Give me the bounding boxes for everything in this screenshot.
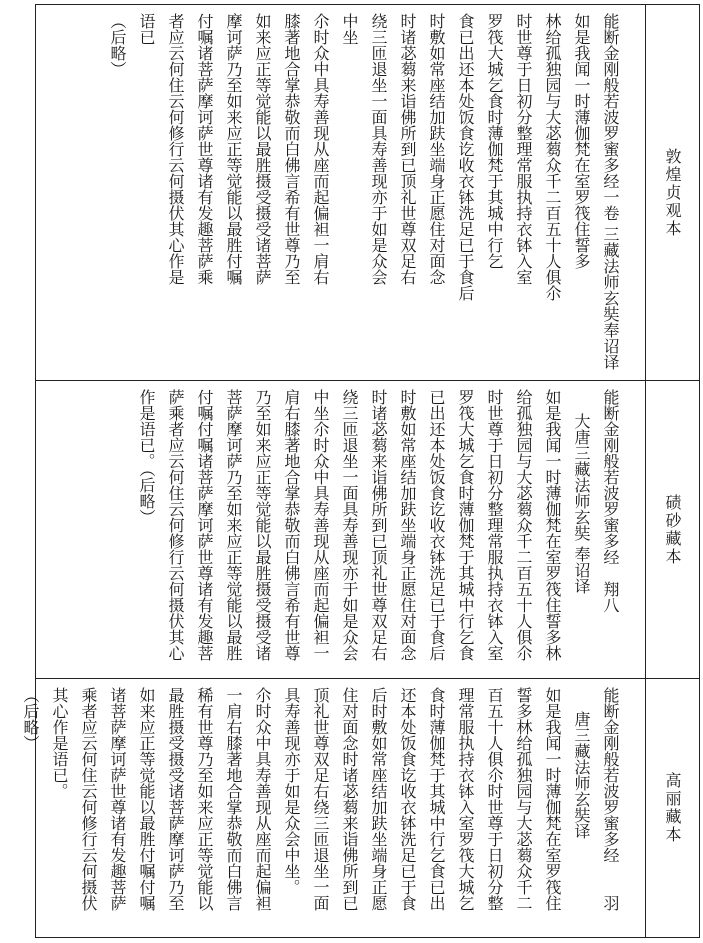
- text-line: 能断金刚般若波罗蜜多经 翔八: [601, 389, 620, 613]
- row-label-cell: [645, 679, 699, 937]
- text-line: 乘者应云何住云何修行云何摄伏: [79, 687, 98, 911]
- text-line: 唐三藏法师玄奘译: [572, 711, 591, 839]
- text-line: 尒时众中具寿善现从座而起偏袒: [253, 687, 272, 911]
- row-label: 高丽藏本: [663, 772, 682, 844]
- text-line: 时敷如常座结加趺坐端身正愿住对面念: [427, 13, 446, 285]
- sutra-text: [21, 687, 625, 929]
- text-line: 时诸苾蒭来诣佛所到已顶礼世尊双足右: [398, 13, 417, 285]
- text-line: 能断金刚般若波罗蜜多经一卷 三藏法师玄奘奉诏译: [601, 13, 620, 371]
- row-text-cell: [36, 381, 645, 678]
- sutra-text: [44, 389, 625, 670]
- text-line: 还本处饭食讫收衣钵洗足已于食: [398, 687, 417, 911]
- text-line: 罗筏大城乞食时薄伽梵于其城中行乞食: [456, 389, 475, 661]
- text-line: 时敷如常座结加趺坐端身正愿住对面念: [398, 389, 417, 661]
- text-line: 住对面念时诸苾蒭来诣佛所到已: [340, 687, 359, 911]
- text-line: 绕三匝退坐一面具寿善现亦于如是众会: [340, 389, 359, 661]
- text-line: 时世尊于日初分整理常服执持衣钵入室: [485, 389, 504, 661]
- text-line: 能断金刚般若波罗蜜多经 羽: [601, 687, 620, 911]
- row-label-cell: [645, 381, 699, 678]
- text-line: 付嘱诸菩萨摩诃萨世尊诸有发趣菩萨乘: [195, 13, 214, 285]
- text-line: 后时敷如常座结加趺坐端身正愿: [369, 687, 388, 911]
- text-line: 膝著地合掌恭敬而白佛言希有世尊乃至: [282, 13, 301, 285]
- text-line: 大唐三藏法师玄奘 奉诏译: [572, 413, 591, 595]
- text-line: 一肩右膝著地合掌恭敬而白佛言: [224, 687, 243, 911]
- omission-note: （后略）: [21, 687, 40, 751]
- text-line: 时诸苾蒭来诣佛所到已顶礼世尊双足右: [369, 389, 388, 661]
- text-line: 中坐: [340, 13, 359, 45]
- row-label: 碛砂藏本: [663, 493, 682, 566]
- text-line: 语已: [137, 13, 156, 45]
- text-line: 百五十人俱尒时世尊于日初分整: [485, 687, 504, 911]
- text-line: 作是语已。（后略）: [137, 389, 156, 525]
- sutra-comparison-table: [21, 4, 700, 938]
- text-line: 肩右膝著地合掌恭敬而白佛言希有世尊: [282, 389, 301, 661]
- text-line: 其心作是语已。: [50, 687, 69, 799]
- row-text-cell: [36, 5, 645, 380]
- text-line: 诸菩萨摩诃萨世尊诸有发趣菩萨: [108, 687, 127, 911]
- text-line: 顶礼世尊双足右绕三匝退坐一面: [311, 687, 330, 911]
- text-line: 已出还本处饭食讫收衣钵洗足已于食后: [427, 389, 446, 661]
- text-line: 给孤独园与大苾蒭众千二百五十人俱尒: [514, 389, 533, 661]
- row-goryeo: [21, 679, 699, 937]
- text-line: 者应云何住云何修行云何摄伏其心作是: [166, 13, 185, 285]
- row-label-cell: [645, 5, 699, 380]
- text-line: 萨乘者应云何住云何修行云何摄伏其心: [166, 389, 185, 661]
- row-text-cell: [21, 679, 645, 937]
- text-line: 摩诃萨乃至如来应正等觉能以最胜付嘱: [224, 13, 243, 285]
- text-line: 誓多林给孤独园与大苾蒭众千二: [514, 687, 533, 911]
- text-line: 具寿善现亦于如是众会中坐。: [282, 687, 301, 895]
- omission-note: （后略）: [108, 13, 127, 77]
- text-line: 如来应正等觉能以最胜付嘱付嘱: [137, 687, 156, 911]
- row-qisha: [36, 381, 699, 679]
- text-line: 尒时众中具寿善现从座而起偏袒一肩右: [311, 13, 330, 285]
- text-line: 如是我闻一时薄伽梵在室罗筏住誓多林: [543, 389, 562, 661]
- text-line: 如是我闻一时薄伽梵在室罗筏住誓多: [572, 13, 591, 269]
- text-line: 如来应正等觉能以最胜摄受摄受诸菩萨: [253, 13, 272, 285]
- text-line: 付嘱付嘱诸菩萨摩诃萨世尊诸有发趣菩: [195, 389, 214, 661]
- text-line: 食已出还本处饭食讫收衣钵洗足已于食后: [456, 13, 475, 301]
- text-line: 中坐尒时众中具寿善现从座而起偏袒一: [311, 389, 330, 661]
- text-line: 最胜摄受摄受诸菩萨摩诃萨乃至: [166, 687, 185, 911]
- text-line: 食时薄伽梵于其城中行乞食已出: [427, 687, 446, 911]
- sutra-text: [44, 13, 625, 372]
- text-line: 稀有世尊乃至如来应正等觉能以: [195, 687, 214, 911]
- text-line: 林给孤独园与大苾蒭众千二百五十人俱尒: [543, 13, 562, 301]
- text-line: 理常服执持衣钵入室罗筏大城乞: [456, 687, 475, 911]
- row-dunhuang: [36, 5, 699, 381]
- text-line: 时世尊于日初分整理常服执持衣钵入室: [514, 13, 533, 285]
- text-line: 罗筏大城乞食时薄伽梵于其城中行乞: [485, 13, 504, 269]
- text-line: 如是我闻一时薄伽梵在室罗筏住: [543, 687, 562, 911]
- text-line: 乃至如来应正等觉能以最胜摄受摄受诸: [253, 389, 272, 661]
- row-label: 敦煌贞观本: [663, 147, 682, 238]
- text-line: 菩萨摩诃萨乃至如来应正等觉能以最胜: [224, 389, 243, 661]
- text-line: 绕三匝退坐一面具寿善现亦于如是众会: [369, 13, 388, 285]
